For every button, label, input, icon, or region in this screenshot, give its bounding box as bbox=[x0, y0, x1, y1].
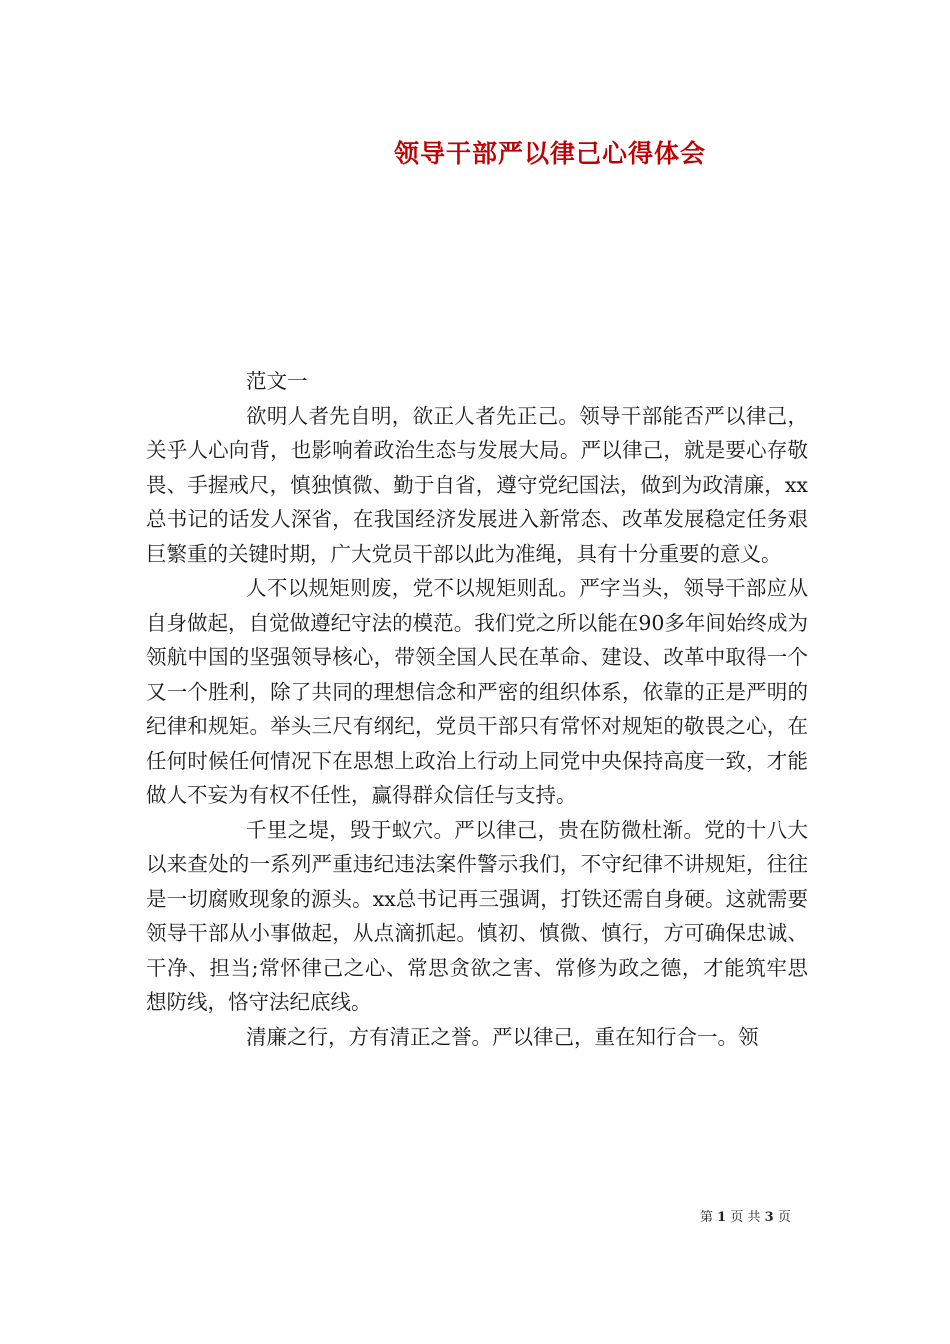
paragraph-4: 清廉之行，方有清正之誉。严以律己，重在知行合一。领 bbox=[246, 1024, 759, 1049]
document-body bbox=[146, 364, 808, 1054]
footer-suffix: 页 bbox=[777, 1210, 791, 1225]
footer-current-page: 1 bbox=[717, 1210, 727, 1225]
page-footer bbox=[700, 1206, 791, 1225]
paragraph-1: 欲明人者先自明，欲正人者先正己。领导干部能否严以律己，关乎人心向背，也影响着政治生态与发展大局。严以律己，就是要心存敬畏、手握戒尺，慎独慎微、勤于自省，遵守党纪国法，做到为政清廉，xx总书记的话发人深省，在我国经济发展进入新常态、改革发展稳定任务艰巨繁重的关键时期，广大党员干部以此为准绳，具有十分重要的意义。 bbox=[146, 403, 808, 566]
footer-total-pages: 3 bbox=[764, 1210, 774, 1225]
document-title: 领导干部严以律己心得体会 bbox=[393, 139, 706, 168]
section-label: 范文一 bbox=[246, 369, 308, 393]
footer-prefix: 第 bbox=[700, 1210, 714, 1225]
footer-middle: 页 共 bbox=[730, 1210, 761, 1225]
paragraph-3: 千里之堤，毁于蚁穴。严以律己，贵在防微杜渐。党的十八大以来查处的一系列严重违纪违法案件警示我们，不守纪律不讲规矩，往往是一切腐败现象的源头。xx总书记再三强调，打铁还需自身硬。这就需要领导干部从小事做起，从点滴抓起。慎初、慎微、慎行，方可确保忠诚、干净、担当;常怀律己之心、常思贪欲之害、常修为政之德，才能筑牢思想防线，恪守法纪底线。 bbox=[146, 817, 808, 1014]
paragraph-2: 人不以规矩则废，党不以规矩则乱。严字当头，领导干部应从自身做起，自觉做遵纪守法的模范。我们党之所以能在90多年间始终成为领航中国的坚强领导核心，带领全国人民在革命、建设、改革中取得一个又一个胜利，除了共同的理想信念和严密的组织体系，依靠的正是严明的纪律和规矩。举头三尺有纲纪，党员干部只有常怀对规矩的敬畏之心，在任何时候任何情况下在思想上政治上行动上同党中央保持高度一致，才能做人不妄为有权不任性，赢得群众信任与支持。 bbox=[146, 576, 808, 807]
